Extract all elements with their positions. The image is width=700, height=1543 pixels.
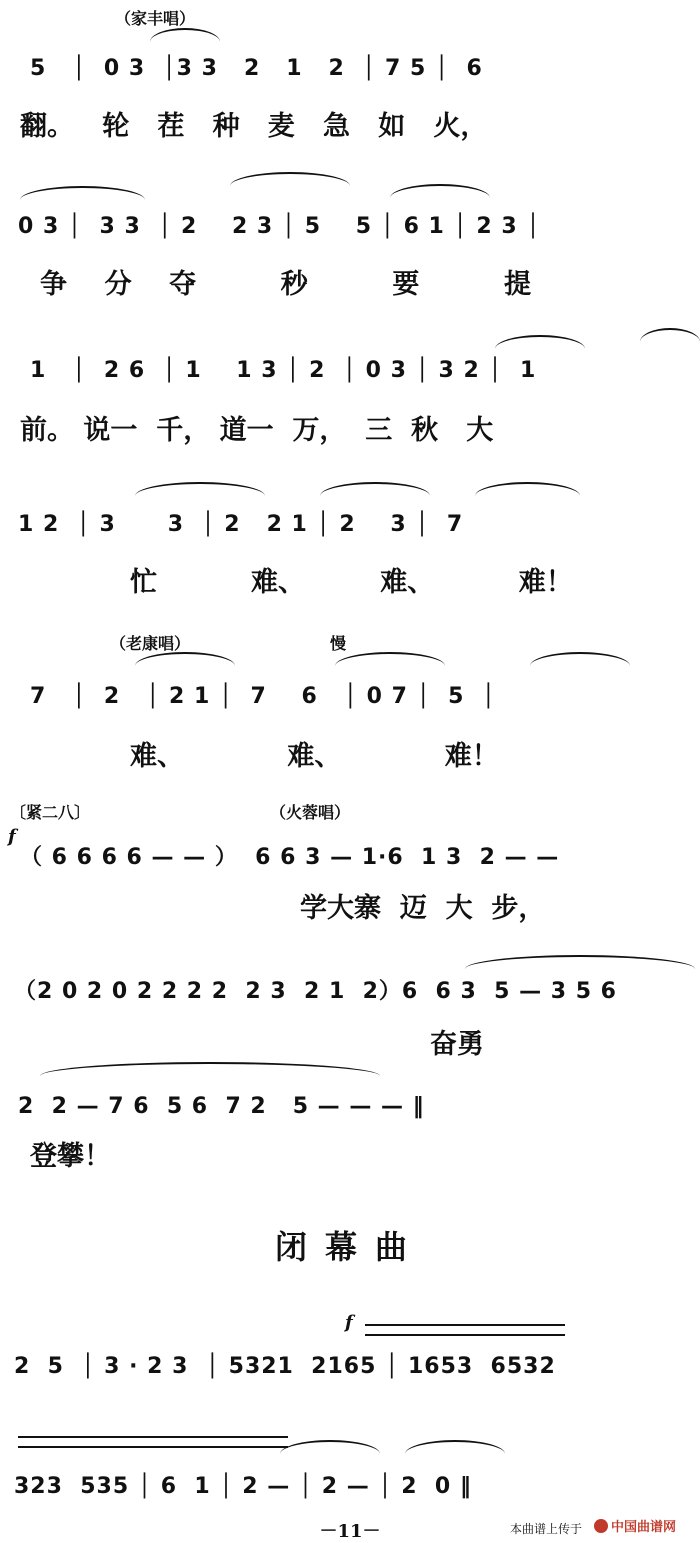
notation-line: （ 6 6 6 6 — — ） 6 6 3 — 1·6 1 3 2 — — xyxy=(20,845,560,870)
crescendo-line xyxy=(365,1324,565,1326)
slur xyxy=(495,335,585,349)
slur xyxy=(150,28,220,42)
diminuendo-line xyxy=(18,1446,288,1448)
dynamics-marking: f xyxy=(345,1312,353,1333)
slur xyxy=(405,1440,505,1454)
lyrics-line: 学大寨 迈 大 步， xyxy=(300,893,546,924)
slur xyxy=(335,652,445,666)
notation-line: 323 535 │ 6 1 │ 2 — │ 2 — │ 2 0 ‖ xyxy=(14,1474,472,1499)
notation-line: 0 3 │ 3 3 │ 2 2 3 │ 5 5 │ 6 1 │ 2 3 │ xyxy=(18,214,541,239)
slur xyxy=(135,652,235,666)
slur xyxy=(230,172,350,186)
slur xyxy=(20,186,145,200)
notation-line: 5 │ 0 3 │3 3 2 1 2 │ 7 5 │ 6 xyxy=(30,56,483,81)
diminuendo-line xyxy=(18,1436,288,1438)
lyrics-line: 前。 说一 千， 道一 万， 三 秋 大 xyxy=(20,415,494,446)
slur xyxy=(40,1062,380,1076)
lyrics-line: 奋勇 xyxy=(430,1029,484,1060)
dynamics-marking: f xyxy=(8,826,16,847)
singer-label: （老康唱） xyxy=(110,634,191,653)
lyrics-line: 难、 难、 难！ xyxy=(130,741,499,772)
site-logo[interactable] xyxy=(594,1516,676,1535)
lyrics-line: 争 分 夺 秒 要 提 xyxy=(40,269,531,300)
upload-credit: 本曲谱上传于 xyxy=(510,1522,583,1536)
notation-line: 1 │ 2 6 │ 1 1 3 │ 2 │ 0 3 │ 3 2 │ 1 xyxy=(30,358,537,383)
site-name: 中国曲谱网 xyxy=(611,1520,677,1535)
section-title: 闭幕曲 xyxy=(274,1228,425,1266)
slur xyxy=(280,1440,380,1454)
notation-line: 2 2 — 7 6 5 6 7 2 5 — — — ‖ xyxy=(18,1094,425,1119)
singer-label: （家丰唱） xyxy=(115,9,196,28)
tempo-label: 〔紧二八〕 xyxy=(10,803,91,822)
crescendo-line xyxy=(365,1334,565,1336)
page-number: －11－ xyxy=(319,1521,381,1542)
slur xyxy=(465,955,695,969)
notation-line: 7 │ 2 │ 2 1 │ 7 6 │ 0 7 │ 5 │ xyxy=(30,684,497,709)
singer-label: （火蓉唱） xyxy=(270,803,351,822)
slur xyxy=(320,482,430,496)
tempo-marking: 慢 xyxy=(330,634,347,653)
lyrics-line: 登攀！ xyxy=(30,1141,111,1172)
notation-line: 1 2 │ 3 3 │ 2 2 1 │ 2 3 │ 7 xyxy=(18,512,464,537)
site-logo-icon xyxy=(594,1519,608,1533)
notation-line: （2 0 2 0 2 2 2 2 2 3 2 1 2）6 6 3 5 — 3 5 6 xyxy=(14,979,617,1004)
lyrics-line: 忙 难、 难、 难！ xyxy=(130,567,573,598)
slur xyxy=(530,652,630,666)
slur xyxy=(390,184,490,198)
slur xyxy=(135,482,265,496)
notation-line: 2 5 │ 3 · 2 3 │ 5321 2165 │ 1653 6532 xyxy=(14,1354,556,1379)
lyrics-line: 翻。 轮 茬 种 麦 急 如 火， xyxy=(20,111,488,142)
slur xyxy=(475,482,580,496)
slur xyxy=(640,328,700,342)
